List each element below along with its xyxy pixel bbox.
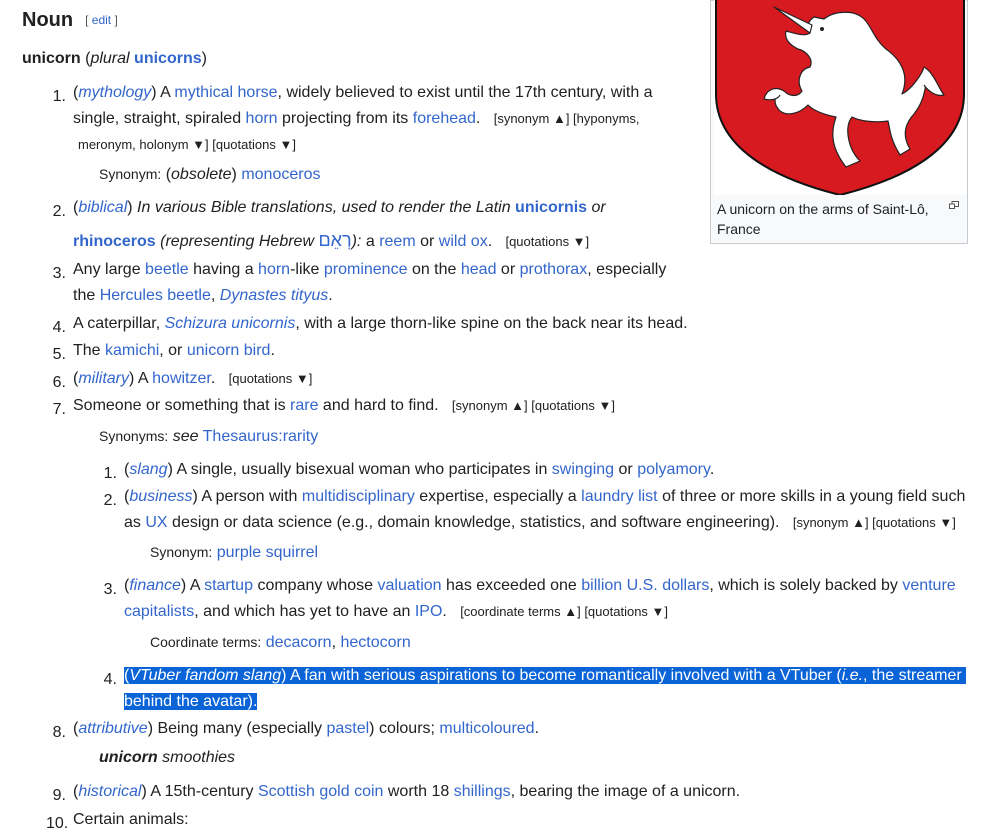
link[interactable]: unicornis: [515, 199, 588, 216]
text: design or data science (e.g., domain knowledge, statistics, and software engineering).: [172, 514, 780, 531]
text: The: [73, 342, 101, 359]
text: , the streamer: [863, 667, 962, 684]
headword: unicorn: [22, 50, 81, 67]
link[interactable]: swinging: [551, 461, 615, 478]
sense-10: [73, 807, 189, 833]
synonym-line: Synonym: (obsolete) monoceros: [99, 166, 321, 183]
subsense-7-1: (slang) A single, usually bisexual woman who participates in swinging or polyamory.: [124, 461, 715, 478]
toggle-links[interactable]: [synonym ▲] [quotations ▼]: [792, 515, 956, 530]
toggle-links[interactable]: [quotations ▼]: [228, 371, 313, 386]
text: the: [73, 287, 96, 304]
label-link[interactable]: slang: [129, 461, 168, 478]
toggle-links[interactable]: [synonym ▲] [quotations ▼]: [451, 398, 615, 413]
plural-link[interactable]: unicorns: [134, 50, 202, 67]
sense-3-line-2: the Hercules beetle, Dynastes tityus.: [73, 287, 333, 304]
link[interactable]: howitzer: [152, 370, 211, 387]
text: (representing Hebrew: [160, 233, 314, 250]
unicorn-shield-icon: [714, 0, 966, 195]
synonym-line: [150, 544, 318, 562]
link[interactable]: decacorn: [265, 634, 332, 651]
enlarge-icon[interactable]: [949, 201, 959, 209]
synonym-label: Synonym:: [99, 166, 162, 182]
text: as: [124, 514, 141, 531]
label-link[interactable]: finance: [129, 577, 181, 594]
link[interactable]: billion: [581, 577, 623, 594]
sense-number: 7.: [52, 401, 66, 418]
subsense-number: 2.: [103, 492, 117, 509]
toggle-links[interactable]: meronym, holonym ▼] [quotations ▼]: [78, 137, 296, 152]
sense-7: [73, 393, 615, 419]
link[interactable]: horn: [258, 261, 291, 278]
text: A: [189, 577, 200, 594]
link[interactable]: coin: [354, 783, 384, 800]
sense-number: 8.: [52, 724, 66, 741]
image-caption: A unicorn on the arms of Saint-Lô, France: [717, 201, 929, 237]
link[interactable]: horn: [245, 110, 278, 127]
sense-2-line-2: rhinoceros (representing Hebrew רְאֵם): a reem or wild ox. [quotations ▼]: [73, 230, 590, 250]
text: , and which has yet to have an: [194, 603, 411, 620]
text: see: [172, 428, 199, 445]
link[interactable]: UX: [145, 514, 168, 531]
label-link[interactable]: biblical: [78, 199, 128, 216]
example-headword: unicorn: [99, 749, 158, 766]
link[interactable]: shillings: [453, 783, 511, 800]
selected-text[interactable]: (VTuber fandom slang) A fan with serious aspirations to become romantically involved with a VTuber (i.e., the streamer: [124, 667, 966, 684]
subsense-7-4: [124, 664, 966, 688]
link[interactable]: kamichi: [105, 342, 160, 359]
link[interactable]: gold: [319, 783, 350, 800]
sense-number: 6.: [52, 374, 66, 391]
link[interactable]: Scottish: [257, 783, 315, 800]
subsense-number: 1.: [103, 465, 117, 482]
text: , or: [159, 342, 183, 359]
link[interactable]: polyamory: [637, 461, 710, 478]
subsense-7-3: (finance) A startup company whose valuation has exceeded one billion U.S. dollars, which is solely backed by venture: [124, 577, 956, 594]
text: expertise, especially a: [419, 488, 577, 505]
text: ) colours;: [369, 720, 435, 737]
text: has exceeded one: [446, 577, 577, 594]
sense-8: (attributive) Being many (especially pastel) colours; multicoloured.: [73, 720, 540, 737]
subsense-7-2-line-2: [124, 510, 956, 536]
subsense-number: 4.: [103, 671, 117, 688]
coordinate-terms-line: Coordinate terms: decacorn, hectocorn: [150, 634, 411, 651]
link[interactable]: hectocorn: [340, 634, 411, 651]
label-link[interactable]: VTuber fandom slang: [129, 667, 282, 684]
coordinate-terms-label: Coordinate terms:: [150, 634, 262, 650]
toggle-links[interactable]: [quotations ▼]: [505, 234, 590, 249]
subsense-7-2: (business) A person with multidisciplinary expertise, especially a laundry list of three or more skills in a young field such: [124, 488, 966, 505]
text: In various Bible translations, used to render the Latin: [137, 199, 511, 216]
sense-1: (mythology) A mythical horse, widely believed to exist until the 17th century, with a: [73, 84, 653, 101]
link[interactable]: reem: [379, 233, 416, 250]
sense-6: (military) A howitzer. [quotations ▼]: [73, 370, 313, 387]
edit-section: [ edit ]: [85, 13, 118, 27]
sense-4: [73, 311, 688, 337]
link[interactable]: capitalists: [124, 603, 195, 620]
link[interactable]: Hercules beetle: [99, 287, 211, 304]
text: of three or more skills in a young field such: [662, 488, 966, 505]
synonym-label: Synonyms:: [99, 428, 169, 444]
label-link[interactable]: military: [78, 370, 129, 387]
text: or: [500, 261, 516, 278]
link[interactable]: IPO: [414, 603, 443, 620]
sense-3: [73, 257, 666, 283]
text: smoothies: [162, 749, 236, 766]
link[interactable]: startup: [204, 577, 253, 594]
sense-number: 3.: [52, 265, 66, 282]
text: single, straight, spiraled: [73, 110, 242, 127]
text: A single, usually bisexual woman who participates in: [176, 461, 548, 478]
sense-5: The kamichi, or unicorn bird.: [73, 342, 275, 359]
toggle-links[interactable]: [synonym ▲] [hyponyms,: [493, 111, 640, 126]
text: and hard to find.: [322, 397, 439, 414]
text: company whose: [257, 577, 374, 594]
text: Certain animals:: [73, 811, 189, 828]
sense-number: 2.: [52, 203, 66, 220]
text: , especially: [587, 261, 667, 278]
sense-number: 5.: [52, 346, 66, 363]
image-thumbnail: [710, 0, 968, 244]
link[interactable]: beetle: [145, 261, 189, 278]
link[interactable]: multicoloured: [439, 720, 535, 737]
label-link[interactable]: historical: [78, 783, 142, 800]
text: a: [365, 233, 375, 250]
text: , widely believed to exist until the 17th century, with a: [277, 84, 653, 101]
text: having a: [193, 261, 254, 278]
sense-number: 1.: [52, 88, 66, 105]
link[interactable]: rare: [290, 397, 319, 414]
text: A: [160, 84, 170, 101]
text: A: [137, 370, 148, 387]
text: , bearing the image of a unicorn.: [510, 783, 741, 800]
text: ):: [351, 233, 362, 250]
link[interactable]: unicorn bird: [186, 342, 271, 359]
label-link[interactable]: attributive: [78, 720, 148, 737]
sense-1-line-2: single, straight, spiraled horn projecting from its forehead. [synonym ▲] [hyponyms,: [73, 110, 640, 127]
link[interactable]: forehead: [412, 110, 476, 127]
link[interactable]: prothorax: [519, 261, 588, 278]
link[interactable]: wild ox: [438, 233, 488, 250]
sense-2: (biblical) In various Bible translations, used to render the Latin unicornis or: [73, 199, 606, 216]
synonym-link[interactable]: purple squirrel: [216, 544, 319, 561]
synonym-label: Synonym:: [150, 544, 213, 560]
text: Being many (especially: [157, 720, 323, 737]
label-link[interactable]: mythology: [78, 84, 152, 101]
text: on the: [411, 261, 457, 278]
text: i.e.: [841, 667, 864, 684]
edit-link[interactable]: edit: [91, 13, 112, 27]
headword-line: unicorn (plural unicorns): [22, 50, 207, 67]
sense-number: 4.: [52, 319, 66, 336]
selected-text[interactable]: behind the avatar).: [124, 693, 258, 710]
text: -like: [290, 261, 320, 278]
label-link[interactable]: business: [129, 488, 193, 505]
heading-title: Noun: [22, 9, 74, 31]
usage-example: [99, 745, 235, 771]
text: Any large: [73, 261, 141, 278]
text: or: [618, 461, 633, 478]
coat-of-arms-image[interactable]: [714, 0, 966, 195]
text: or: [591, 199, 606, 216]
link[interactable]: Schizura unicornis: [164, 315, 296, 332]
hebrew-link[interactable]: רְאֵם: [318, 230, 352, 250]
synonym-link[interactable]: monoceros: [241, 166, 321, 183]
link[interactable]: pastel: [326, 720, 370, 737]
link[interactable]: head: [460, 261, 497, 278]
qualifier: obsolete: [171, 166, 232, 183]
text: , with a large thorn-like spine on the back near its head.: [295, 315, 688, 332]
text: A person with: [201, 488, 298, 505]
link[interactable]: Dynastes tityus: [219, 287, 329, 304]
link[interactable]: rhinoceros: [73, 233, 156, 250]
section-heading: [22, 9, 118, 32]
subsense-7-4-line-2: [124, 690, 257, 714]
link[interactable]: U.S. dollars: [626, 577, 710, 594]
text: , which is solely backed by: [709, 577, 898, 594]
text: worth 18: [387, 783, 450, 800]
link[interactable]: multidisciplinary: [301, 488, 415, 505]
link[interactable]: prominence: [323, 261, 408, 278]
thesaurus-link[interactable]: Thesaurus:rarity: [202, 428, 319, 445]
text: A caterpillar,: [73, 315, 161, 332]
subsense-7-3-line-2: capitalists, and which has yet to have an IPO. [coordinate terms ▲] [quotations ▼]: [124, 603, 669, 620]
text: or: [420, 233, 435, 250]
link[interactable]: mythical horse: [174, 84, 278, 101]
text: Someone or something that is: [73, 397, 286, 414]
text: projecting from its: [282, 110, 409, 127]
text: A 15th-century: [150, 783, 254, 800]
link[interactable]: venture: [902, 577, 956, 594]
toggle-links[interactable]: [coordinate terms ▲] [quotations ▼]: [460, 604, 669, 619]
synonym-line: [99, 428, 318, 446]
sense-number: 10.: [46, 815, 69, 832]
subsense-number: 3.: [103, 581, 117, 598]
link[interactable]: laundry list: [581, 488, 658, 505]
sense-9: (historical) A 15th-century Scottish gold coin worth 18 shillings, bearing the image of a unicorn.: [73, 783, 741, 800]
sense-number: 9.: [52, 787, 66, 804]
text: A fan with serious aspirations to become romantically involved with a VTuber (: [290, 667, 842, 684]
plural-label: plural: [90, 50, 130, 67]
link[interactable]: valuation: [377, 577, 442, 594]
